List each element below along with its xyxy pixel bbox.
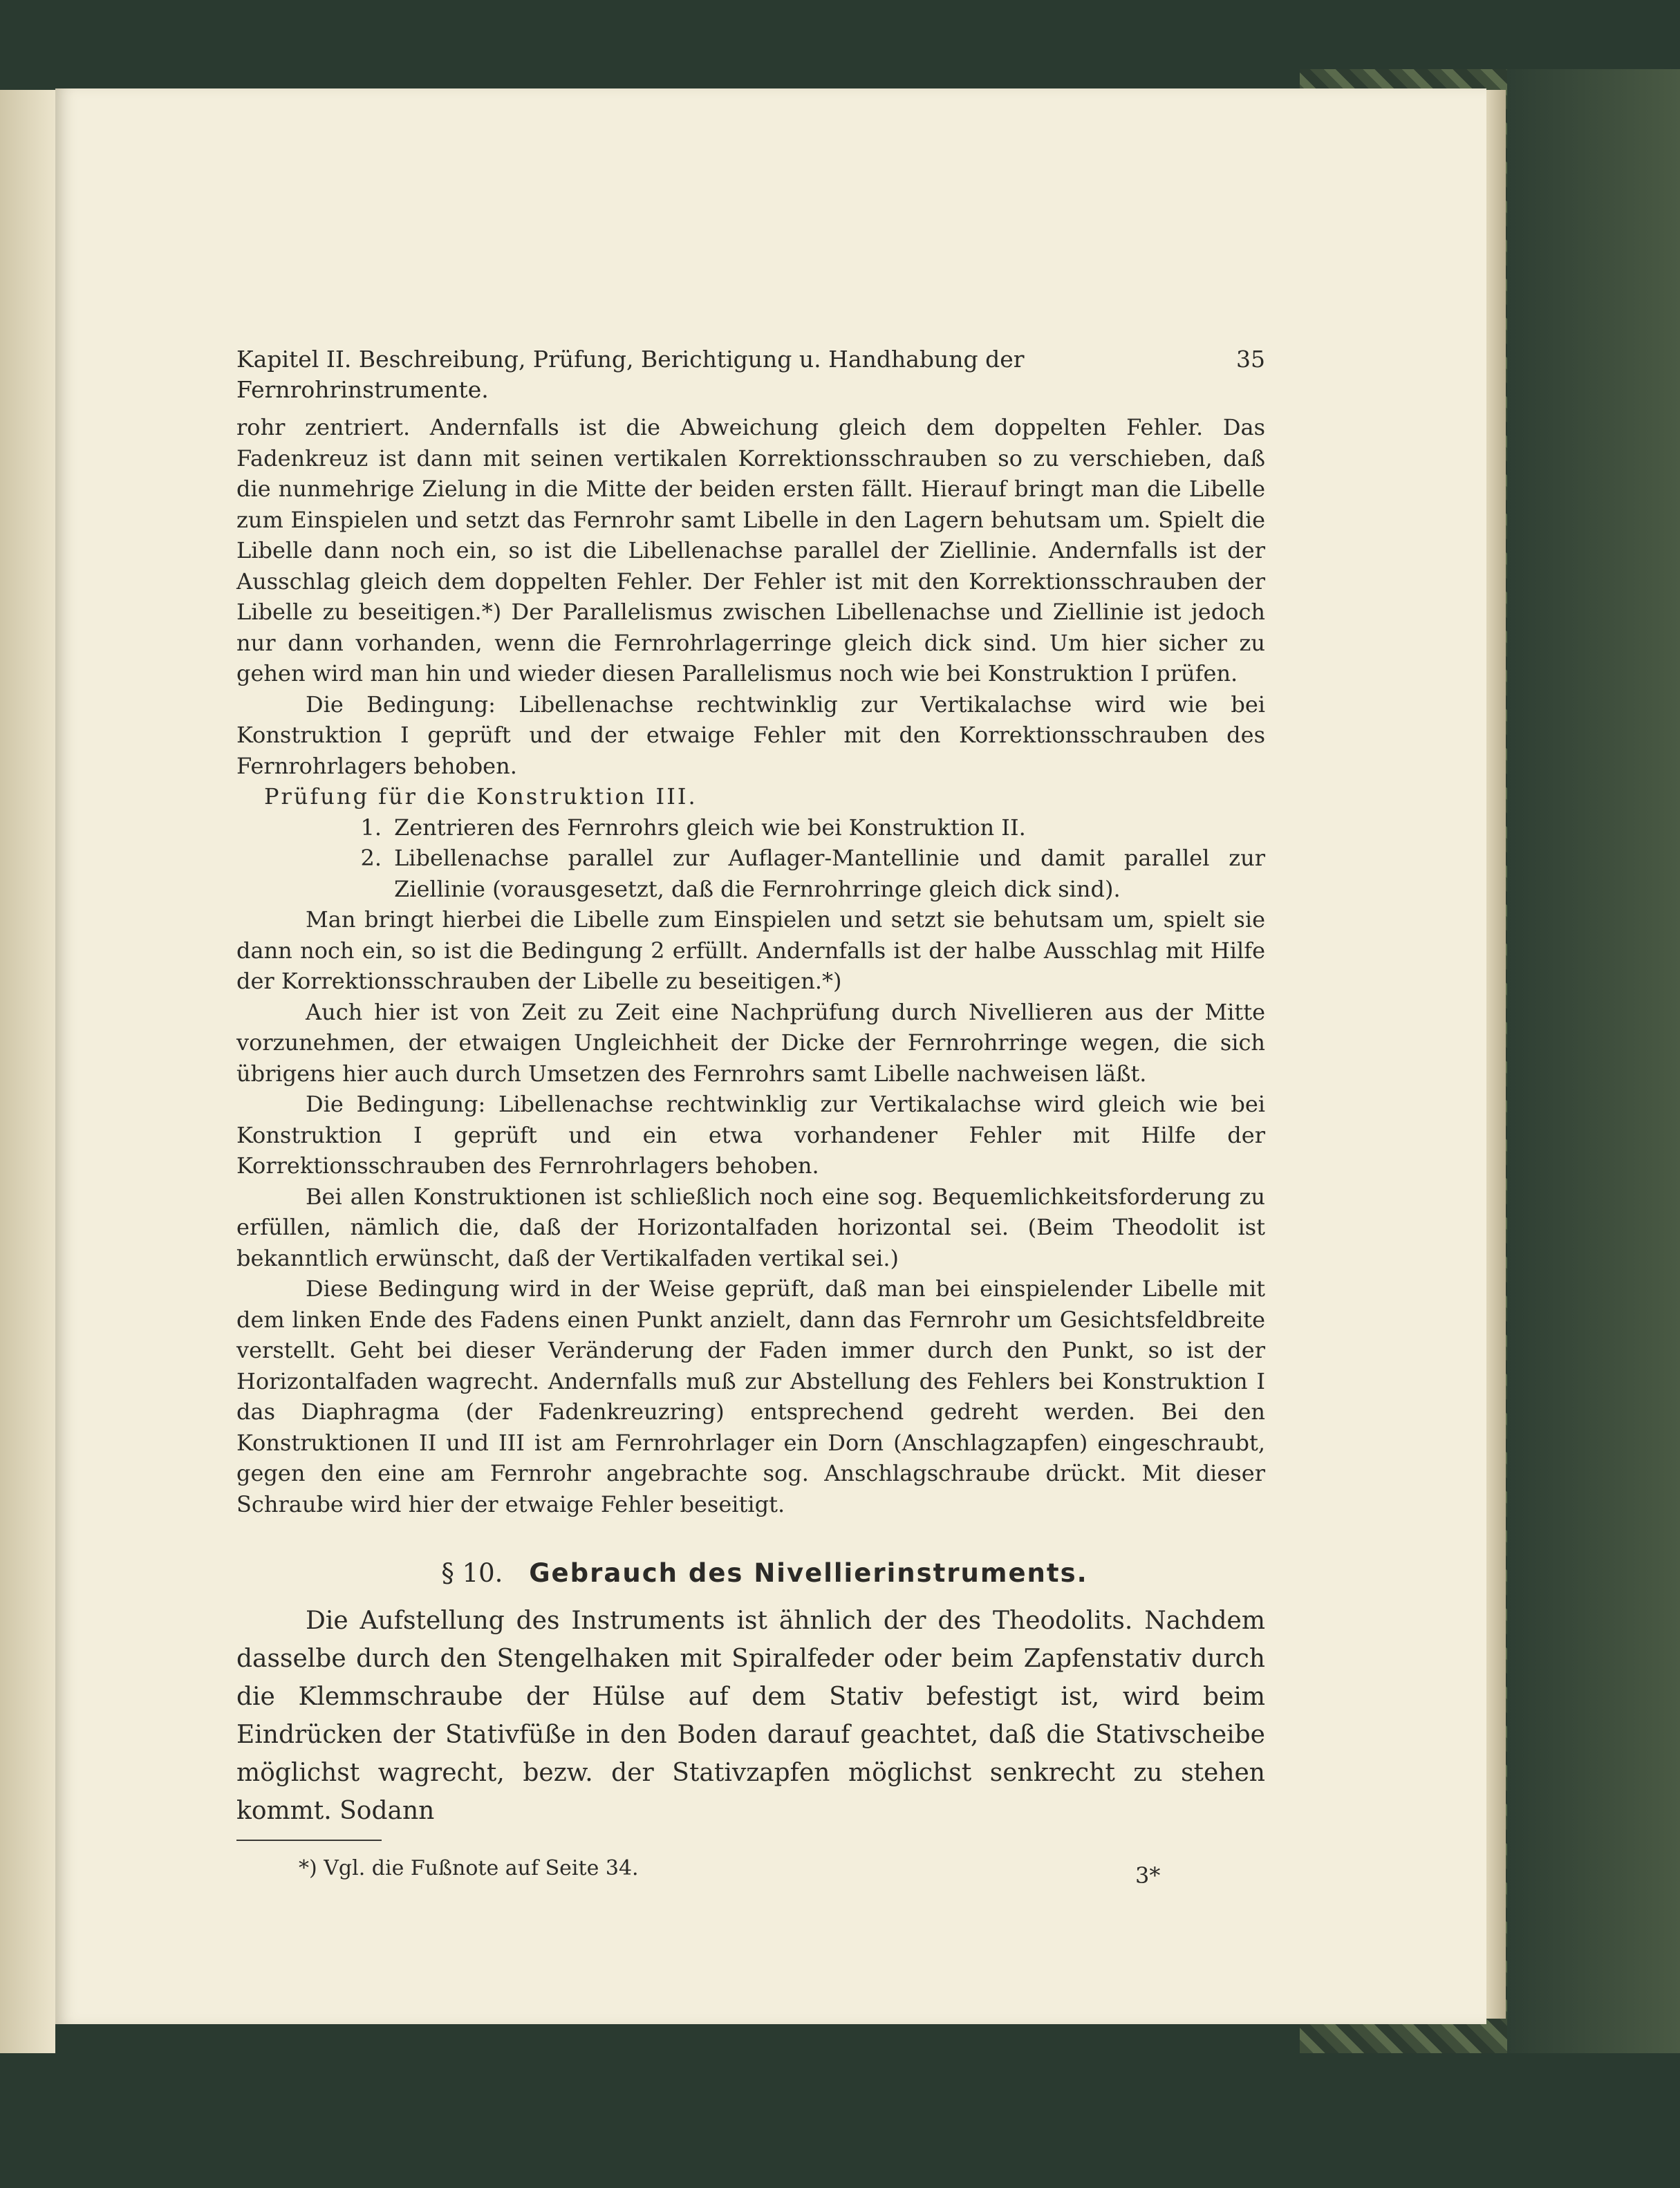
facing-page-edge <box>0 90 55 2053</box>
footnote-divider <box>236 1840 382 1841</box>
paragraph: Diese Bedingung wird in der Weise geprüft, daß man bei einspielender Libelle mit dem linken Ende des Fadens einen Punkt anzielt, dann das Fernrohr um Gesichtsfeldbreite verstellt. Geht bei dieser Veränderung der Faden immer durch den Punkt, so ist der Horizontalfaden wagrecht. Andernfalls muß zur Abstellung des Fehlers bei Konstruktion I das Diaphragma (der Fadenkreuzring) entsprechend gedreht werden. Bei den Konstruktionen II und III ist am Fernrohrlager ein Dorn (Anschlagzapfen) eingeschraubt, gegen den eine am Fernrohr angebrachte sog. Anschlagschraube drückt. Mit dieser Schraube wird hier der etwaige Fehler beseitigt. <box>236 1275 1265 1517</box>
book-page <box>55 88 1486 2024</box>
page-number: 35 <box>1236 346 1265 373</box>
page-content <box>236 344 1265 1889</box>
running-head <box>236 344 1265 405</box>
footnote: *) Vgl. die Fußnote auf Seite 34. <box>299 1855 639 1880</box>
subheading: Prüfung für die Konstruktion III. <box>264 783 698 810</box>
list-item-text: Zentrieren des Fernrohrs gleich wie bei Konstruktion II. <box>394 814 1026 841</box>
list-item-text: Libellenachse parallel zur Auflager-Mantellinie und damit parallel zur Ziellinie (vorausgesetzt, daß die Fernrohrringe gleich dick sind). <box>394 845 1265 902</box>
list-item <box>236 812 1265 843</box>
list-item-number: 1. <box>360 814 382 841</box>
paragraph: Man bringt hierbei die Libelle zum Einspielen und setzt sie behutsam um, spielt sie dann noch ein, so ist die Bedingung 2 erfüllt. Andernfalls ist der halbe Ausschlag mit Hilfe der Korrektionsschrauben der Libelle zu beseitigen.*) <box>236 906 1265 994</box>
paragraph: Die Bedingung: Libellenachse rechtwinklig zur Vertikalachse wird wie bei Konstruktion I geprüft und der etwaige Fehler mit den Korrektionsschrauben des Fernrohrlagers behoben. <box>236 691 1265 779</box>
paragraph: Bei allen Konstruktionen ist schließlich noch eine sog. Bequemlichkeitsforderung zu erfüllen, nämlich die, daß der Horizontalfaden horizontal sei. (Beim Theodolit ist bekanntlich erwünscht, daß der Vertikalfaden vertikal sei.) <box>236 1183 1265 1271</box>
list-item-number: 2. <box>360 845 382 871</box>
book-cover-edge <box>1507 69 1680 2053</box>
running-head-title: Kapitel II. Beschreibung, Prüfung, Berichtigung u. Handhabung der Fernrohrinstrumente. <box>236 346 1025 403</box>
paragraph: Auch hier ist von Zeit zu Zeit eine Nachprüfung durch Nivellieren aus der Mitte vorzunehmen, der etwaigen Ungleichheit der Dicke der Fernrohrringe wegen, die sich übrigens hier auch durch Umsetzen des Fernrohrs samt Libelle nachweisen läßt. <box>236 998 1265 1087</box>
paragraph: Die Bedingung: Libellenachse rechtwinklig zur Vertikalachse wird gleich wie bei Konstruktion I geprüft und ein etwa vorhandener Fehler mit Hilfe der Korrektionsschrauben des Fernrohrlagers behoben. <box>236 1091 1265 1179</box>
section-title: Gebrauch des Nivellierinstruments. <box>529 1558 1088 1588</box>
section-number: § 10. <box>441 1558 503 1588</box>
signature-mark: 3* <box>1135 1862 1161 1889</box>
section-heading <box>236 1558 1265 1589</box>
list-item <box>236 843 1265 904</box>
section-paragraph: Die Aufstellung des Instruments ist ähnlich der des Theodolits. Nachdem dasselbe durch den Stengelhaken mit Spiralfeder oder beim Zapfenstativ durch die Klemmschraube der Hülse auf dem Stativ befestigt ist, wird beim Eindrücken der Stativfüße in den Boden darauf geachtet, daß die Stativscheibe möglichst wagrecht, bezw. der Stativzapfen möglichst senkrecht zu stehen kommt. Sodann <box>236 1606 1265 1825</box>
paragraph: rohr zentriert. Andernfalls ist die Abweichung gleich dem doppelten Fehler. Das Fadenkreuz ist dann mit seinen vertikalen Korrektionsschrauben so zu verschieben, daß die nunmehrige Zielung in die Mitte der beiden ersten fällt. Hierauf bringt man die Libelle zum Einspielen und setzt das Fernrohr samt Libelle in den Lagern behutsam um. Spielt die Libelle dann noch ein, so ist die Libellenachse parallel der Ziellinie. Andernfalls ist der Ausschlag gleich dem doppelten Fehler. Der Fehler ist mit den Korrektionsschrauben der Libelle zu beseitigen.*) Der Parallelismus zwischen Libellenachse und Ziellinie ist jedoch nur dann vorhanden, wenn die Fernrohrlagerringe gleich dick sind. Um hier sicher zu gehen wird man hin und wieder diesen Parallelismus noch wie bei Konstruktion I prüfen. <box>236 414 1265 686</box>
